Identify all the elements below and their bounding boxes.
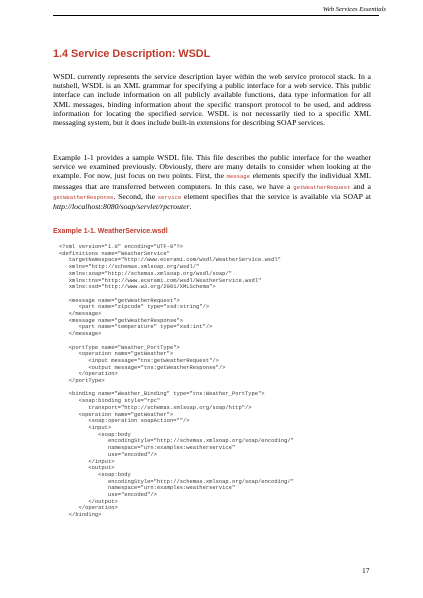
code-line: targetNamespace="http://www.ecerami.com/wsdl/WeatherService.wsdl" xyxy=(59,256,281,264)
code-line: </operation> xyxy=(59,504,118,512)
code-line: <operation name="getWeather"> xyxy=(59,410,174,418)
paragraph-text: . xyxy=(189,202,192,212)
code-listing xyxy=(59,244,379,519)
code-line: <binding name="Weather_Binding" type="tns:Weather_PortType"> xyxy=(59,390,265,398)
paragraph-text: and a xyxy=(350,181,371,191)
code-line: </operation> xyxy=(59,370,118,378)
code-line: </output> xyxy=(59,497,118,505)
paragraph-text: element specifies that the service is available via SOAP at xyxy=(181,191,371,201)
code-line: xmlns="http://schemas.xmlsoap.org/wsdl/" xyxy=(59,263,200,271)
code-line: <?xml version="1.0" encoding="UTF-8"?> xyxy=(59,243,183,250)
code-line: <soap:binding style="rpc" xyxy=(59,397,161,405)
example-caption: Example 1-1. WeatherService.wsdl xyxy=(53,228,168,235)
code-line: <message name="getWeatherResponse"> xyxy=(59,316,183,324)
code-line: encodingStyle="http://schemas.xmlsoap.org/soap/encoding/" xyxy=(59,477,294,485)
code-line: use="encoded"/> xyxy=(59,491,157,499)
code-line: <portType name="Weather_PortType"> xyxy=(59,343,180,351)
code-line: xmlns:xsd="http://www.w3.org/2001/XMLSchema"> xyxy=(59,283,216,291)
header-rule xyxy=(53,15,379,16)
paragraph-example-intro xyxy=(53,153,371,211)
code-line: </message> xyxy=(59,330,102,338)
code-line: xmlns:tns="http://www.ecerami.com/wsdl/WeatherService.wsdl" xyxy=(59,276,262,284)
inline-code-service: service xyxy=(157,193,182,201)
section-title: 1.4 Service Description: WSDL xyxy=(53,48,211,60)
code-line: <input message="tns:getWeatherRequest"/> xyxy=(59,356,219,364)
code-line: <part name="zipcode" type="xsd:string"/> xyxy=(59,303,210,311)
inline-code-message: message xyxy=(226,173,250,181)
code-line: <output message="tns:getWeatherResponse"/> xyxy=(59,363,226,371)
code-line: transport="http://schemas.xmlsoap.org/soap/http"/> xyxy=(59,403,252,411)
code-line: </binding> xyxy=(59,511,102,519)
paragraph-text: elements specify the individual XML messages that are transferred between computers. In this case, we have a xyxy=(53,171,371,191)
code-line: namespace="urn:examples:weatherservice" xyxy=(59,444,236,452)
code-line: <soap:operation soapAction=""/> xyxy=(59,417,190,425)
code-line: encodingStyle="http://schemas.xmlsoap.org/soap/encoding/" xyxy=(59,437,294,445)
running-header: Web Services Essentials xyxy=(322,6,386,13)
code-line: <operation name="getWeather"> xyxy=(59,350,174,358)
code-line: xmlns:soap="http://schemas.xmlsoap.org/wsdl/soap/" xyxy=(59,269,232,277)
paragraph-text: Example 1-1 provides a sample WSDL file. This file describes the public interface for the weather service we examined previously. Obviously, there are many details to consider when looking at the example. For now, just focus on two points. First, the xyxy=(53,153,371,181)
code-line: </input> xyxy=(59,457,115,465)
code-line: <part name="temperature" type="xsd:int"/> xyxy=(59,323,213,331)
code-line: <soap:body xyxy=(59,430,131,438)
page-number: 17 xyxy=(362,566,370,575)
paragraph-wsdl-intro: WSDL currently represents the service description layer within the web service protocol stack. In a nutshell, WSDL is an XML grammar for specifying a public interface for a web service. This public interface can include information on all publicly available functions, data type information for all XML messages, binding information about the specific transport protocol to be used, and address information for locating the specified service. WSDL is not necessarily tied to a specific XML messaging system, but it does include built-in extensions for describing SOAP services. xyxy=(53,72,371,128)
inline-code-get-weather-request: getWeatherRequest xyxy=(293,183,351,191)
paragraph-text: . Second, the xyxy=(113,191,158,201)
service-url: http://localhost:8080/soap/servlet/rpcrouter xyxy=(53,202,190,212)
code-line: </message> xyxy=(59,310,102,318)
code-line: <soap:body xyxy=(59,470,131,478)
code-line: <message name="getWeatherRequest"> xyxy=(59,296,180,304)
code-line: </portType> xyxy=(59,377,105,385)
inline-code-get-weather-response: getWeatherResponse xyxy=(53,193,114,201)
code-line: namespace="urn:examples:weatherservice" xyxy=(59,484,236,492)
code-line: use="encoded"/> xyxy=(59,450,157,458)
code-line: <output> xyxy=(59,464,115,472)
code-line: <definitions name="WeatherService" xyxy=(59,249,170,257)
code-line: <input> xyxy=(59,423,112,431)
